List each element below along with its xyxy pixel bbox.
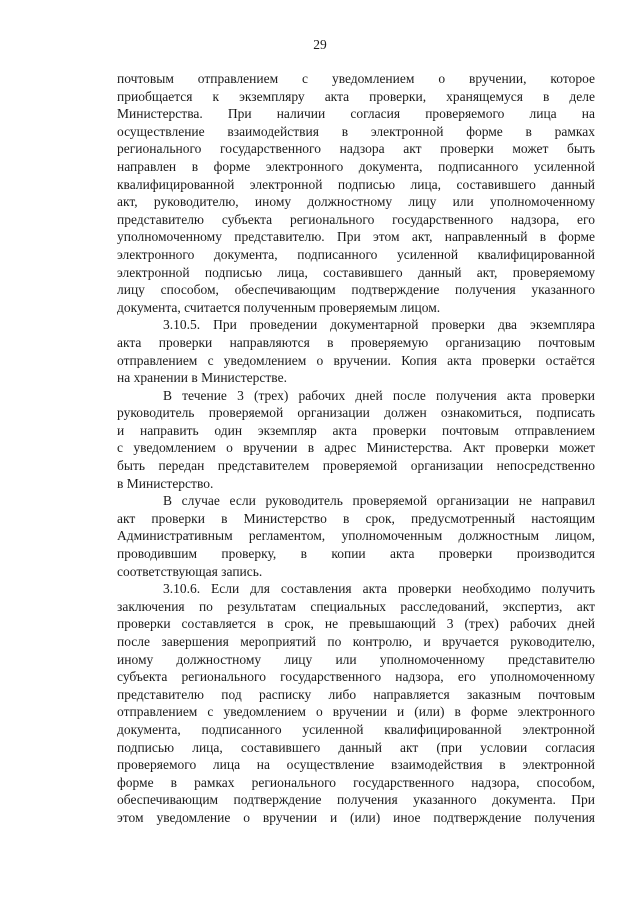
text-line: форме в рамках регионального государственного надзора, способом, xyxy=(117,774,595,790)
text-line: 3.10.5. При проведении документарной проверки два экземпляра xyxy=(163,317,595,333)
text-line: уполномоченному представителю. При этом акт, направленный в форме xyxy=(117,229,595,245)
text-line: документа, считается полученным проверяемым лицом. xyxy=(117,299,441,315)
text-line: с уведомлением о вручении в адрес Министерства. Акт проверки может xyxy=(117,440,595,456)
text-line: 3.10.6. Если для составления акта проверки необходимо получить xyxy=(163,581,595,597)
text-line: проверяемого лица на осуществление взаимодействия в электронной xyxy=(117,757,595,773)
text-line: Министерства. При наличии согласия проверяемого лица на xyxy=(117,106,595,122)
text-line: представителю субъекта регионального государственного надзора, его xyxy=(117,211,595,227)
text-line: осуществление взаимодействия в электронной форме в рамках xyxy=(117,123,595,139)
text-line: быть передан представителем проверяемой организации непосредственно xyxy=(117,458,595,474)
text-line: документа, подписанного усиленной квалифицированной электронной xyxy=(117,721,595,737)
text-line: этом уведомление о вручении и (или) иное подтверждение получения xyxy=(117,809,595,825)
text-line: В случае если руководитель проверяемой организации не направил xyxy=(163,493,595,509)
document-body xyxy=(117,70,595,827)
paragraph xyxy=(117,387,595,493)
text-line: направлен в форме электронного документа, подписанного усиленной xyxy=(117,158,595,174)
text-line: отправлением с уведомлением о вручении. Копия акта проверки остаётся xyxy=(117,352,595,368)
text-line: субъекта регионального государственного надзора, его уполномоченному xyxy=(117,669,595,685)
text-line: представителю под расписку либо направляется заказным почтовым xyxy=(117,686,595,702)
text-line: руководитель проверяемой организации должен ознакомиться, подписать xyxy=(117,405,595,421)
text-line: акта проверки направляются в проверяемую организацию почтовым xyxy=(117,334,595,350)
paragraph xyxy=(117,70,595,316)
paragraph xyxy=(117,492,595,580)
paragraph xyxy=(117,316,595,386)
text-line: квалифицированной электронной подписью лица, составившего данный xyxy=(117,176,595,192)
text-line: заключения по результатам специальных расследований, экспертиз, акт xyxy=(117,598,595,614)
text-line: электронной подписью лица, составившего данный акт, проверяемому xyxy=(117,264,595,280)
text-line: иному должностному лицу или уполномоченному представителю xyxy=(117,651,595,667)
text-line: регионального государственного надзора акт проверки может быть xyxy=(117,141,595,157)
text-line: электронного документа, подписанного усиленной квалифицированной xyxy=(117,246,595,262)
text-line: почтовым отправлением с уведомлением о вручении, которое xyxy=(117,71,595,86)
text-line: лицу способом, обеспечивающим подтверждение получения указанного xyxy=(117,282,595,298)
text-line: В течение 3 (трех) рабочих дней после получения акта проверки xyxy=(163,387,595,403)
text-line: акт, руководителю, иному должностному лицу или уполномоченному xyxy=(117,194,595,210)
text-line: подписью лица, составившего данный акт (при условии согласия xyxy=(117,739,595,755)
text-line: приобщается к экземпляру акта проверки, хранящемуся в деле xyxy=(117,88,595,104)
text-line: Административным регламентом, уполномоченным должностным лицом, xyxy=(117,528,595,544)
text-line: соответствующая запись. xyxy=(117,563,263,579)
text-line: обеспечивающим подтверждение получения указанного документа. При xyxy=(117,792,595,808)
text-line: проверки составляется в срок, не превышающий 3 (трех) рабочих дней xyxy=(117,616,595,632)
text-line: проводившим проверку, в копии акта проверки производится xyxy=(117,546,595,562)
paragraph xyxy=(117,580,595,826)
text-line: на хранении в Министерстве. xyxy=(117,370,287,386)
text-line: и направить один экземпляр акта проверки почтовым отправлением xyxy=(117,422,595,438)
text-line: в Министерство. xyxy=(117,475,214,491)
page-number: 29 xyxy=(313,37,327,52)
text-line: отправлением с уведомлением о вручении и (или) в форме электронного xyxy=(117,704,595,720)
text-line: после завершения мероприятий по контролю, и вручается руководителю, xyxy=(117,634,595,649)
text-line: акт проверки в Министерство в срок, предусмотренный настоящим xyxy=(117,510,595,526)
